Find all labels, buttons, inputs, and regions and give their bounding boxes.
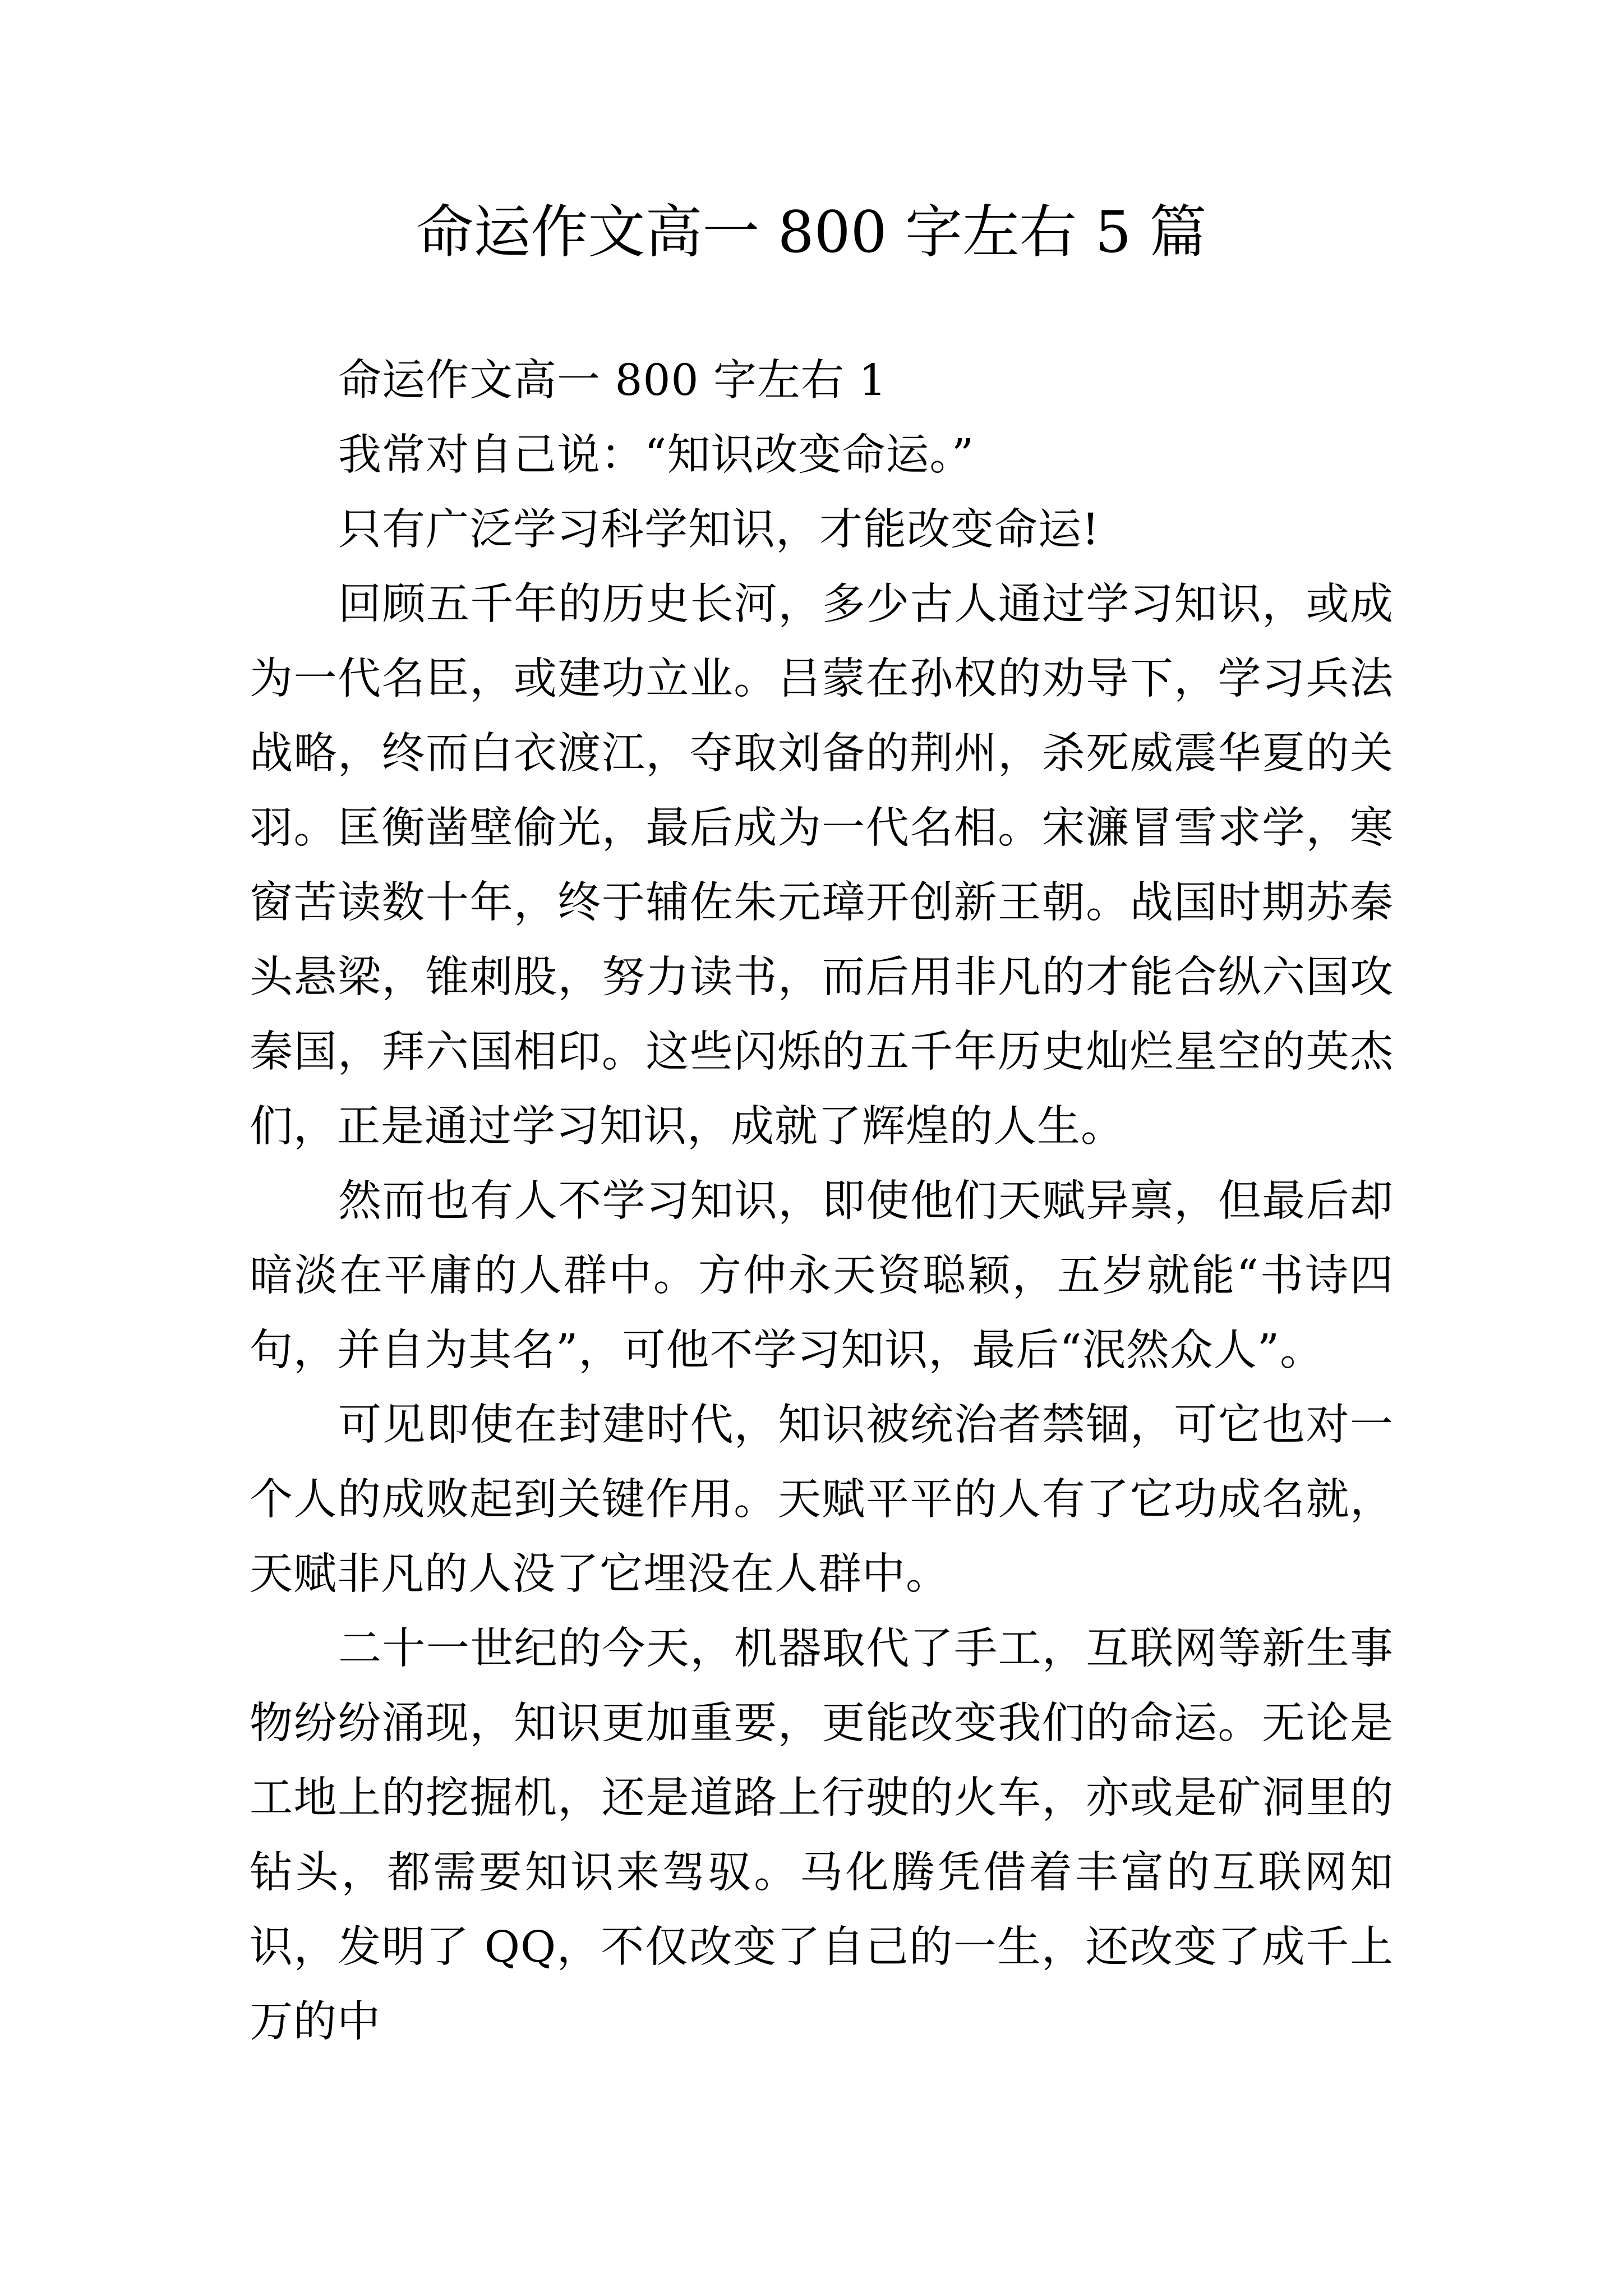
document-title: 命运作文高一 800 字左右 5 篇 — [416, 199, 1207, 266]
paragraph: 可见即使在封建时代，知识被统治者禁锢，可它也对一个人的成败起到关键作用。天赋平平的人有了它功成名就，天赋非凡的人没了它埋没在人群中。 — [250, 1400, 1394, 1599]
section-heading: 命运作文高一 800 字左右 1 — [338, 356, 887, 406]
paragraph: 二十一世纪的今天，机器取代了手工，互联网等新生事物纷纷涌现，知识更加重要，更能改变我们的命运。无论是工地上的挖掘机，还是道路上行驶的火车，亦或是矿洞里的钻头，都需要知识来驾驭。马化腾凭借着丰富的互联网知识，发明了 QQ，不仅改变了自己的一生，还改变了成千上万的中 — [250, 1624, 1394, 2047]
paragraph: 只有广泛学习科学知识，才能改变命运! — [338, 505, 1100, 555]
paragraph: 然而也有人不学习知识，即使他们天赋异禀，但最后却暗淡在平庸的人群中。方仲永天资聪颖，五岁就能“书诗四句，并自为其名”，可他不学习知识，最后“泯然众人”。 — [250, 1176, 1394, 1375]
document-body — [250, 343, 1394, 2059]
paragraph: 我常对自己说：“知识改变命运。” — [338, 430, 975, 480]
paragraph: 回顾五千年的历史长河，多少古人通过学习知识，或成为一代名臣，或建功立业。吕蒙在孙权的劝导下，学习兵法战略，终而白衣渡江，夺取刘备的荆州，杀死威震华夏的关羽。匡衡凿壁偷光，最后成为一代名相。宋濂冒雪求学，寒窗苦读数十年，终于辅佐朱元璋开创新王朝。战国时期苏秦头悬梁，锥刺股，努力读书，而后用非凡的才能合纵六国攻秦国，拜六国相印。这些闪烁的五千年历史灿烂星空的英杰们，正是通过学习知识，成就了辉煌的人生。 — [250, 579, 1394, 1152]
